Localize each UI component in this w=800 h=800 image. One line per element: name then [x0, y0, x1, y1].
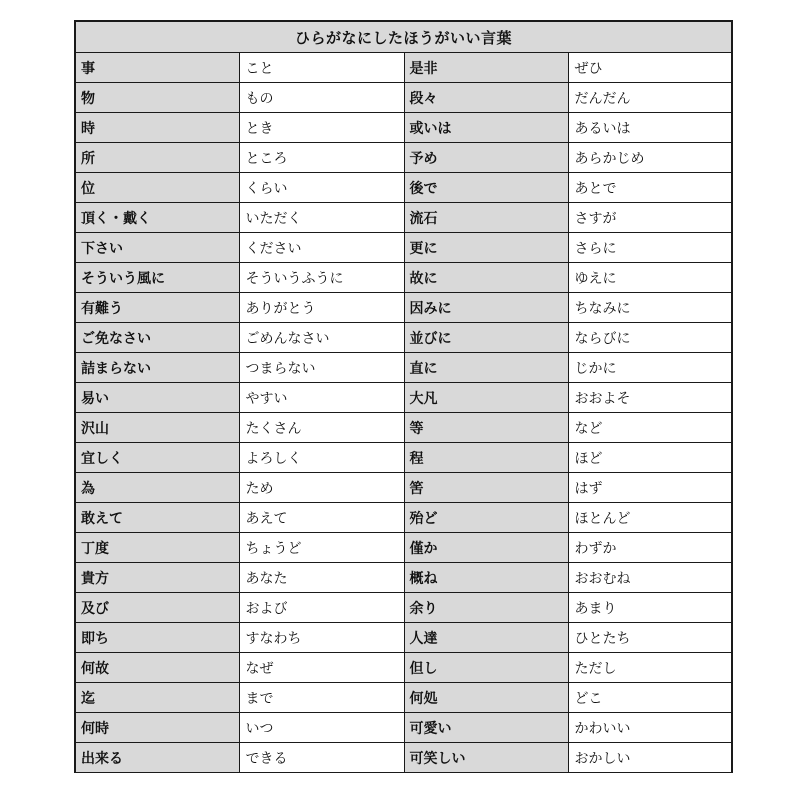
table-row	[76, 623, 731, 653]
right-kanji-cell: 何処	[404, 683, 568, 713]
right-kanji-cell: 因みに	[404, 293, 568, 323]
left-kanji-cell: 物	[76, 83, 239, 113]
table-row	[76, 533, 731, 563]
table-row	[76, 263, 731, 293]
right-kanji-cell: 或いは	[404, 113, 568, 143]
right-kanji-cell: 可愛い	[404, 713, 568, 743]
right-kanji-cell: 流石	[404, 203, 568, 233]
right-kana-cell: ほど	[568, 443, 731, 473]
right-kanji-cell: 程	[404, 443, 568, 473]
left-kanji-cell: 迄	[76, 683, 239, 713]
table-row	[76, 233, 731, 263]
left-kana-cell: くらい	[239, 173, 404, 203]
left-kanji-cell: そういう風に	[76, 263, 239, 293]
left-kana-cell: できる	[239, 743, 404, 773]
right-kanji-cell: 僅か	[404, 533, 568, 563]
table-body	[76, 53, 731, 773]
left-kanji-cell: 時	[76, 113, 239, 143]
left-kana-cell: そういうふうに	[239, 263, 404, 293]
left-kana-cell: なぜ	[239, 653, 404, 683]
right-kanji-cell: 予め	[404, 143, 568, 173]
left-kana-cell: ところ	[239, 143, 404, 173]
left-kanji-cell: 貴方	[76, 563, 239, 593]
left-kana-cell: とき	[239, 113, 404, 143]
right-kana-cell: おおむね	[568, 563, 731, 593]
right-kana-cell: おおよそ	[568, 383, 731, 413]
table-row	[76, 443, 731, 473]
table-row	[76, 593, 731, 623]
right-kanji-cell: 直に	[404, 353, 568, 383]
right-kanji-cell: 等	[404, 413, 568, 443]
table-row	[76, 563, 731, 593]
right-kana-cell: だんだん	[568, 83, 731, 113]
right-kana-cell: ほとんど	[568, 503, 731, 533]
right-kanji-cell: 概ね	[404, 563, 568, 593]
table-row	[76, 683, 731, 713]
right-kana-cell: ちなみに	[568, 293, 731, 323]
left-kanji-cell: 及び	[76, 593, 239, 623]
left-kana-cell: こと	[239, 53, 404, 83]
table-row	[76, 173, 731, 203]
table-title: ひらがなにしたほうがいい言葉	[76, 22, 731, 53]
left-kanji-cell: 詰まらない	[76, 353, 239, 383]
right-kanji-cell: 更に	[404, 233, 568, 263]
right-kanji-cell: 人達	[404, 623, 568, 653]
left-kanji-cell: 事	[76, 53, 239, 83]
table-row	[76, 383, 731, 413]
right-kana-cell: など	[568, 413, 731, 443]
left-kana-cell: および	[239, 593, 404, 623]
table-row	[76, 53, 731, 83]
left-kanji-cell: 宜しく	[76, 443, 239, 473]
table-row	[76, 413, 731, 443]
left-kana-cell: たくさん	[239, 413, 404, 443]
right-kanji-cell: 筈	[404, 473, 568, 503]
right-kanji-cell: 是非	[404, 53, 568, 83]
left-kanji-cell: 沢山	[76, 413, 239, 443]
table-header-row	[76, 22, 731, 53]
left-kana-cell: ちょうど	[239, 533, 404, 563]
left-kana-cell: ください	[239, 233, 404, 263]
left-kanji-cell: 敢えて	[76, 503, 239, 533]
right-kana-cell: じかに	[568, 353, 731, 383]
left-kana-cell: あえて	[239, 503, 404, 533]
left-kanji-cell: 頂く・戴く	[76, 203, 239, 233]
right-kanji-cell: 並びに	[404, 323, 568, 353]
left-kanji-cell: 何故	[76, 653, 239, 683]
table-row	[76, 293, 731, 323]
right-kanji-cell: 段々	[404, 83, 568, 113]
table-row	[76, 743, 731, 773]
left-kana-cell: ありがとう	[239, 293, 404, 323]
table-row	[76, 353, 731, 383]
table-row	[76, 473, 731, 503]
right-kana-cell: ぜひ	[568, 53, 731, 83]
table-row	[76, 113, 731, 143]
right-kanji-cell: 故に	[404, 263, 568, 293]
right-kana-cell: わずか	[568, 533, 731, 563]
right-kana-cell: ならびに	[568, 323, 731, 353]
right-kana-cell: ゆえに	[568, 263, 731, 293]
right-kanji-cell: 但し	[404, 653, 568, 683]
left-kanji-cell: 下さい	[76, 233, 239, 263]
left-kanji-cell: 丁度	[76, 533, 239, 563]
table-row	[76, 143, 731, 173]
right-kanji-cell: 後で	[404, 173, 568, 203]
left-kana-cell: ごめんなさい	[239, 323, 404, 353]
left-kana-cell: すなわち	[239, 623, 404, 653]
table-row	[76, 653, 731, 683]
left-kanji-cell: 出来る	[76, 743, 239, 773]
right-kana-cell: どこ	[568, 683, 731, 713]
left-kanji-cell: ご免なさい	[76, 323, 239, 353]
left-kanji-cell: 易い	[76, 383, 239, 413]
left-kanji-cell: 位	[76, 173, 239, 203]
right-kana-cell: ただし	[568, 653, 731, 683]
table-row	[76, 203, 731, 233]
table-row	[76, 323, 731, 353]
right-kanji-cell: 余り	[404, 593, 568, 623]
right-kana-cell: ひとたち	[568, 623, 731, 653]
left-kana-cell: よろしく	[239, 443, 404, 473]
word-table	[76, 22, 731, 772]
right-kana-cell: あとで	[568, 173, 731, 203]
right-kanji-cell: 殆ど	[404, 503, 568, 533]
table-row	[76, 83, 731, 113]
left-kana-cell: あなた	[239, 563, 404, 593]
table-row	[76, 503, 731, 533]
right-kana-cell: かわいい	[568, 713, 731, 743]
left-kanji-cell: 即ち	[76, 623, 239, 653]
right-kanji-cell: 大凡	[404, 383, 568, 413]
left-kana-cell: やすい	[239, 383, 404, 413]
left-kana-cell: いつ	[239, 713, 404, 743]
left-kana-cell: いただく	[239, 203, 404, 233]
table-row	[76, 713, 731, 743]
right-kana-cell: おかしい	[568, 743, 731, 773]
left-kanji-cell: 有難う	[76, 293, 239, 323]
right-kana-cell: あまり	[568, 593, 731, 623]
left-kanji-cell: 為	[76, 473, 239, 503]
left-kanji-cell: 何時	[76, 713, 239, 743]
right-kana-cell: あらかじめ	[568, 143, 731, 173]
right-kana-cell: さすが	[568, 203, 731, 233]
left-kana-cell: ため	[239, 473, 404, 503]
left-kanji-cell: 所	[76, 143, 239, 173]
right-kana-cell: さらに	[568, 233, 731, 263]
left-kana-cell: つまらない	[239, 353, 404, 383]
left-kana-cell: まで	[239, 683, 404, 713]
right-kanji-cell: 可笑しい	[404, 743, 568, 773]
right-kana-cell: あるいは	[568, 113, 731, 143]
word-table-container	[74, 20, 733, 773]
left-kana-cell: もの	[239, 83, 404, 113]
right-kana-cell: はず	[568, 473, 731, 503]
